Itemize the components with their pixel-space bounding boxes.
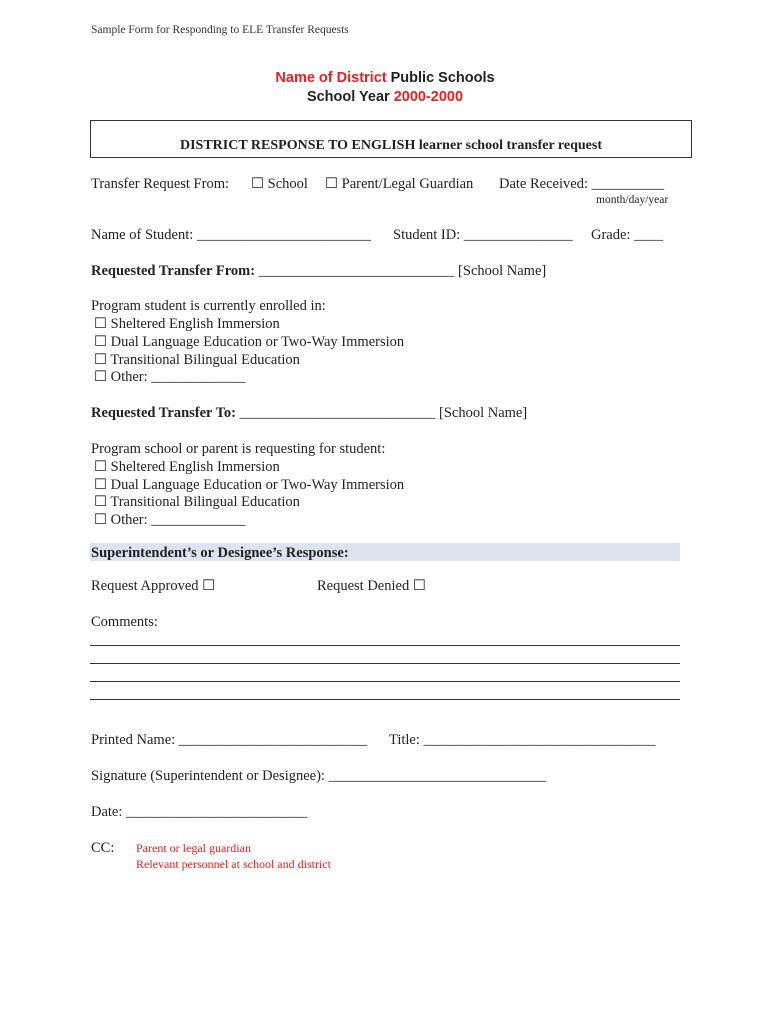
date-received-field[interactable]: Date Received: __________: [499, 176, 665, 192]
requested-transfer-to-blank: ___________________________ [School Name]: [236, 405, 528, 421]
school-year-placeholder: 2000-2000: [393, 89, 464, 105]
form-heading: DISTRICT RESPONSE TO ENGLISH learner school transfer request: [179, 138, 602, 153]
requested-option-sei[interactable]: ☐ Sheltered English Immersion: [94, 459, 280, 475]
requested-option-dual-language[interactable]: ☐ Dual Language Education or Two-Way Immersion: [94, 477, 405, 493]
comments-label: Comments:: [91, 614, 158, 630]
parent-guardian-checkbox[interactable]: ☐ Parent/Legal Guardian: [325, 176, 474, 192]
comment-line-1[interactable]: [90, 645, 680, 646]
program-requested-heading: Program school or parent is requesting for student:: [91, 441, 386, 457]
comment-line-4[interactable]: [90, 699, 680, 700]
requested-transfer-from-label: Requested Transfer From:: [91, 263, 256, 279]
student-id-field[interactable]: Student ID: _______________: [393, 227, 573, 243]
cc-recipient-parent: Parent or legal guardian: [136, 841, 251, 855]
title-field[interactable]: Title: ________________________________: [389, 732, 656, 748]
comment-line-2[interactable]: [90, 663, 680, 664]
grade-field[interactable]: Grade: ____: [591, 227, 664, 243]
transfer-request-from-label: Transfer Request From:: [91, 176, 230, 192]
request-denied-checkbox[interactable]: Request Denied ☐: [317, 578, 426, 594]
program-enrolled-heading: Program student is currently enrolled in:: [91, 298, 326, 314]
enrolled-option-sei[interactable]: ☐ Sheltered English Immersion: [94, 316, 280, 332]
school-year-label: School Year: [306, 89, 394, 105]
school-year-title: [0, 89, 770, 105]
cc-label: CC:: [91, 840, 115, 856]
requested-transfer-from-blank: ___________________________ [School Name]: [255, 263, 547, 279]
district-suffix: Public Schools: [386, 70, 495, 86]
requested-transfer-to-label: Requested Transfer To:: [91, 405, 237, 421]
requested-option-other[interactable]: ☐ Other: _____________: [94, 512, 246, 528]
requested-option-tbe[interactable]: ☐ Transitional Bilingual Education: [94, 494, 300, 510]
comment-line-3[interactable]: [90, 681, 680, 682]
enrolled-option-other[interactable]: ☐ Other: _____________: [94, 369, 246, 385]
school-checkbox[interactable]: ☐ School: [251, 176, 308, 192]
requested-transfer-to[interactable]: [91, 405, 527, 422]
cc-recipient-personnel: Relevant personnel at school and district: [136, 857, 331, 871]
enrolled-option-dual-language[interactable]: ☐ Dual Language Education or Two-Way Immersion: [94, 334, 405, 350]
request-approved-checkbox[interactable]: Request Approved ☐: [91, 578, 216, 594]
form-heading-box: [90, 120, 692, 158]
date-format-hint: month/day/year: [596, 194, 669, 206]
student-name-field[interactable]: Name of Student: ________________________: [91, 227, 371, 243]
district-title: [0, 70, 770, 86]
district-name-placeholder: Name of District: [275, 70, 387, 86]
enrolled-option-tbe[interactable]: ☐ Transitional Bilingual Education: [94, 352, 300, 368]
printed-name-field[interactable]: Printed Name: __________________________: [91, 732, 368, 748]
response-heading: Superintendent’s or Designee’s Response:: [91, 545, 349, 561]
date-field[interactable]: Date: _________________________: [91, 804, 308, 820]
running-header: Sample Form for Responding to ELE Transfer Requests: [91, 24, 349, 36]
requested-transfer-from[interactable]: [91, 263, 546, 280]
signature-field[interactable]: Signature (Superintendent or Designee): ______________________________: [91, 768, 547, 784]
